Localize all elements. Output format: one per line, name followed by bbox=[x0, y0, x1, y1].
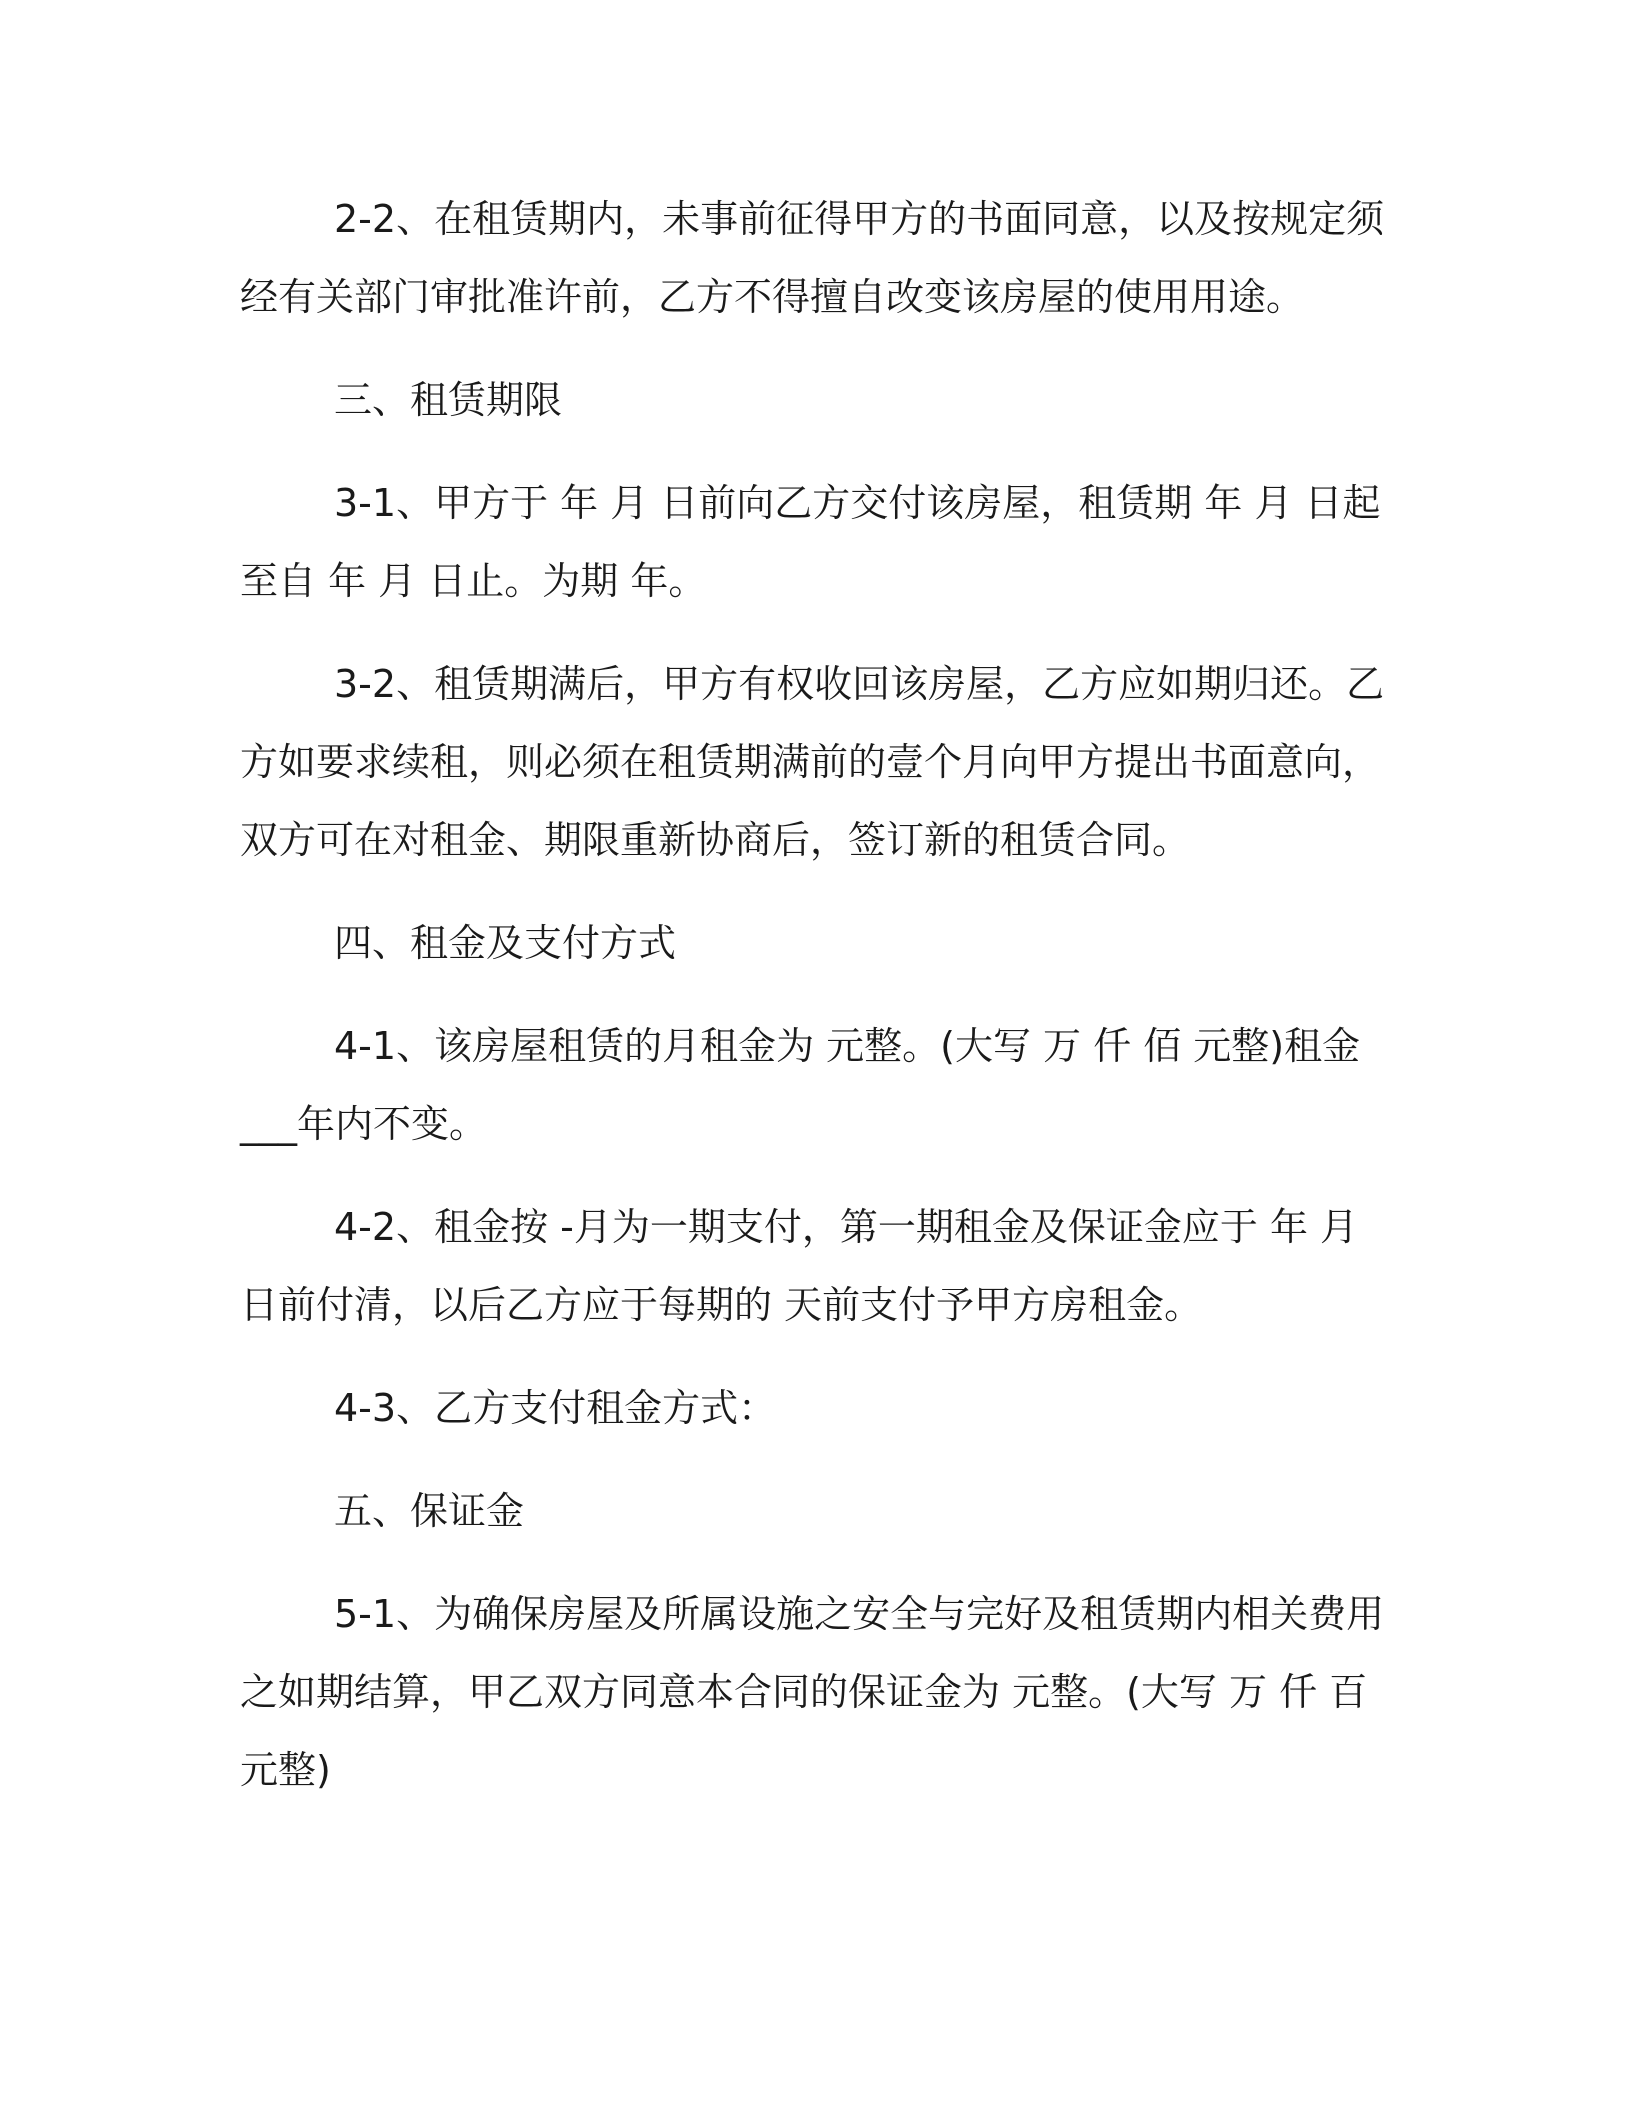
document-body bbox=[240, 180, 1390, 1809]
clause-4-2: 4-2、租金按 -月为一期支付，第一期租金及保证金应于 年 月 日前付清，以后乙方应于每期的 天前支付予甲方房租金。 bbox=[240, 1205, 1359, 1327]
clause-3-1: 3-1、甲方于 年 月 日前向乙方交付该房屋，租赁期 年 月 日起至自 年 月 日止。为期 年。 bbox=[240, 481, 1381, 603]
clause-4-1: 4-1、该房屋租赁的月租金为 元整。(大写 万 仟 佰 元整)租金 ___年内不变。 bbox=[240, 1024, 1361, 1146]
clause-3-2: 3-2、租赁期满后，甲方有权收回该房屋，乙方应如期归还。乙方如要求续租，则必须在租赁期满前的壹个月向甲方提出书面意向，双方可在对租金、期限重新协商后，签订新的租赁合同。 bbox=[240, 662, 1385, 862]
clause-4-3: 4-3、乙方支付租金方式： bbox=[334, 1386, 777, 1430]
clause-2-2: 2-2、在租赁期内，未事前征得甲方的书面同意，以及按规定须经有关部门审批准许前，乙方不得擅自改变该房屋的使用用途。 bbox=[240, 197, 1385, 319]
section-heading-rent-payment: 四、租金及支付方式 bbox=[334, 921, 677, 965]
clause-5-1: 5-1、为确保房屋及所属设施之安全与完好及租赁期内相关费用之如期结算，甲乙双方同意本合同的保证金为 元整。(大写 万 仟 百 元整) bbox=[240, 1592, 1385, 1792]
section-heading-deposit: 五、保证金 bbox=[334, 1489, 525, 1533]
section-heading-lease-term: 三、租赁期限 bbox=[334, 378, 563, 422]
